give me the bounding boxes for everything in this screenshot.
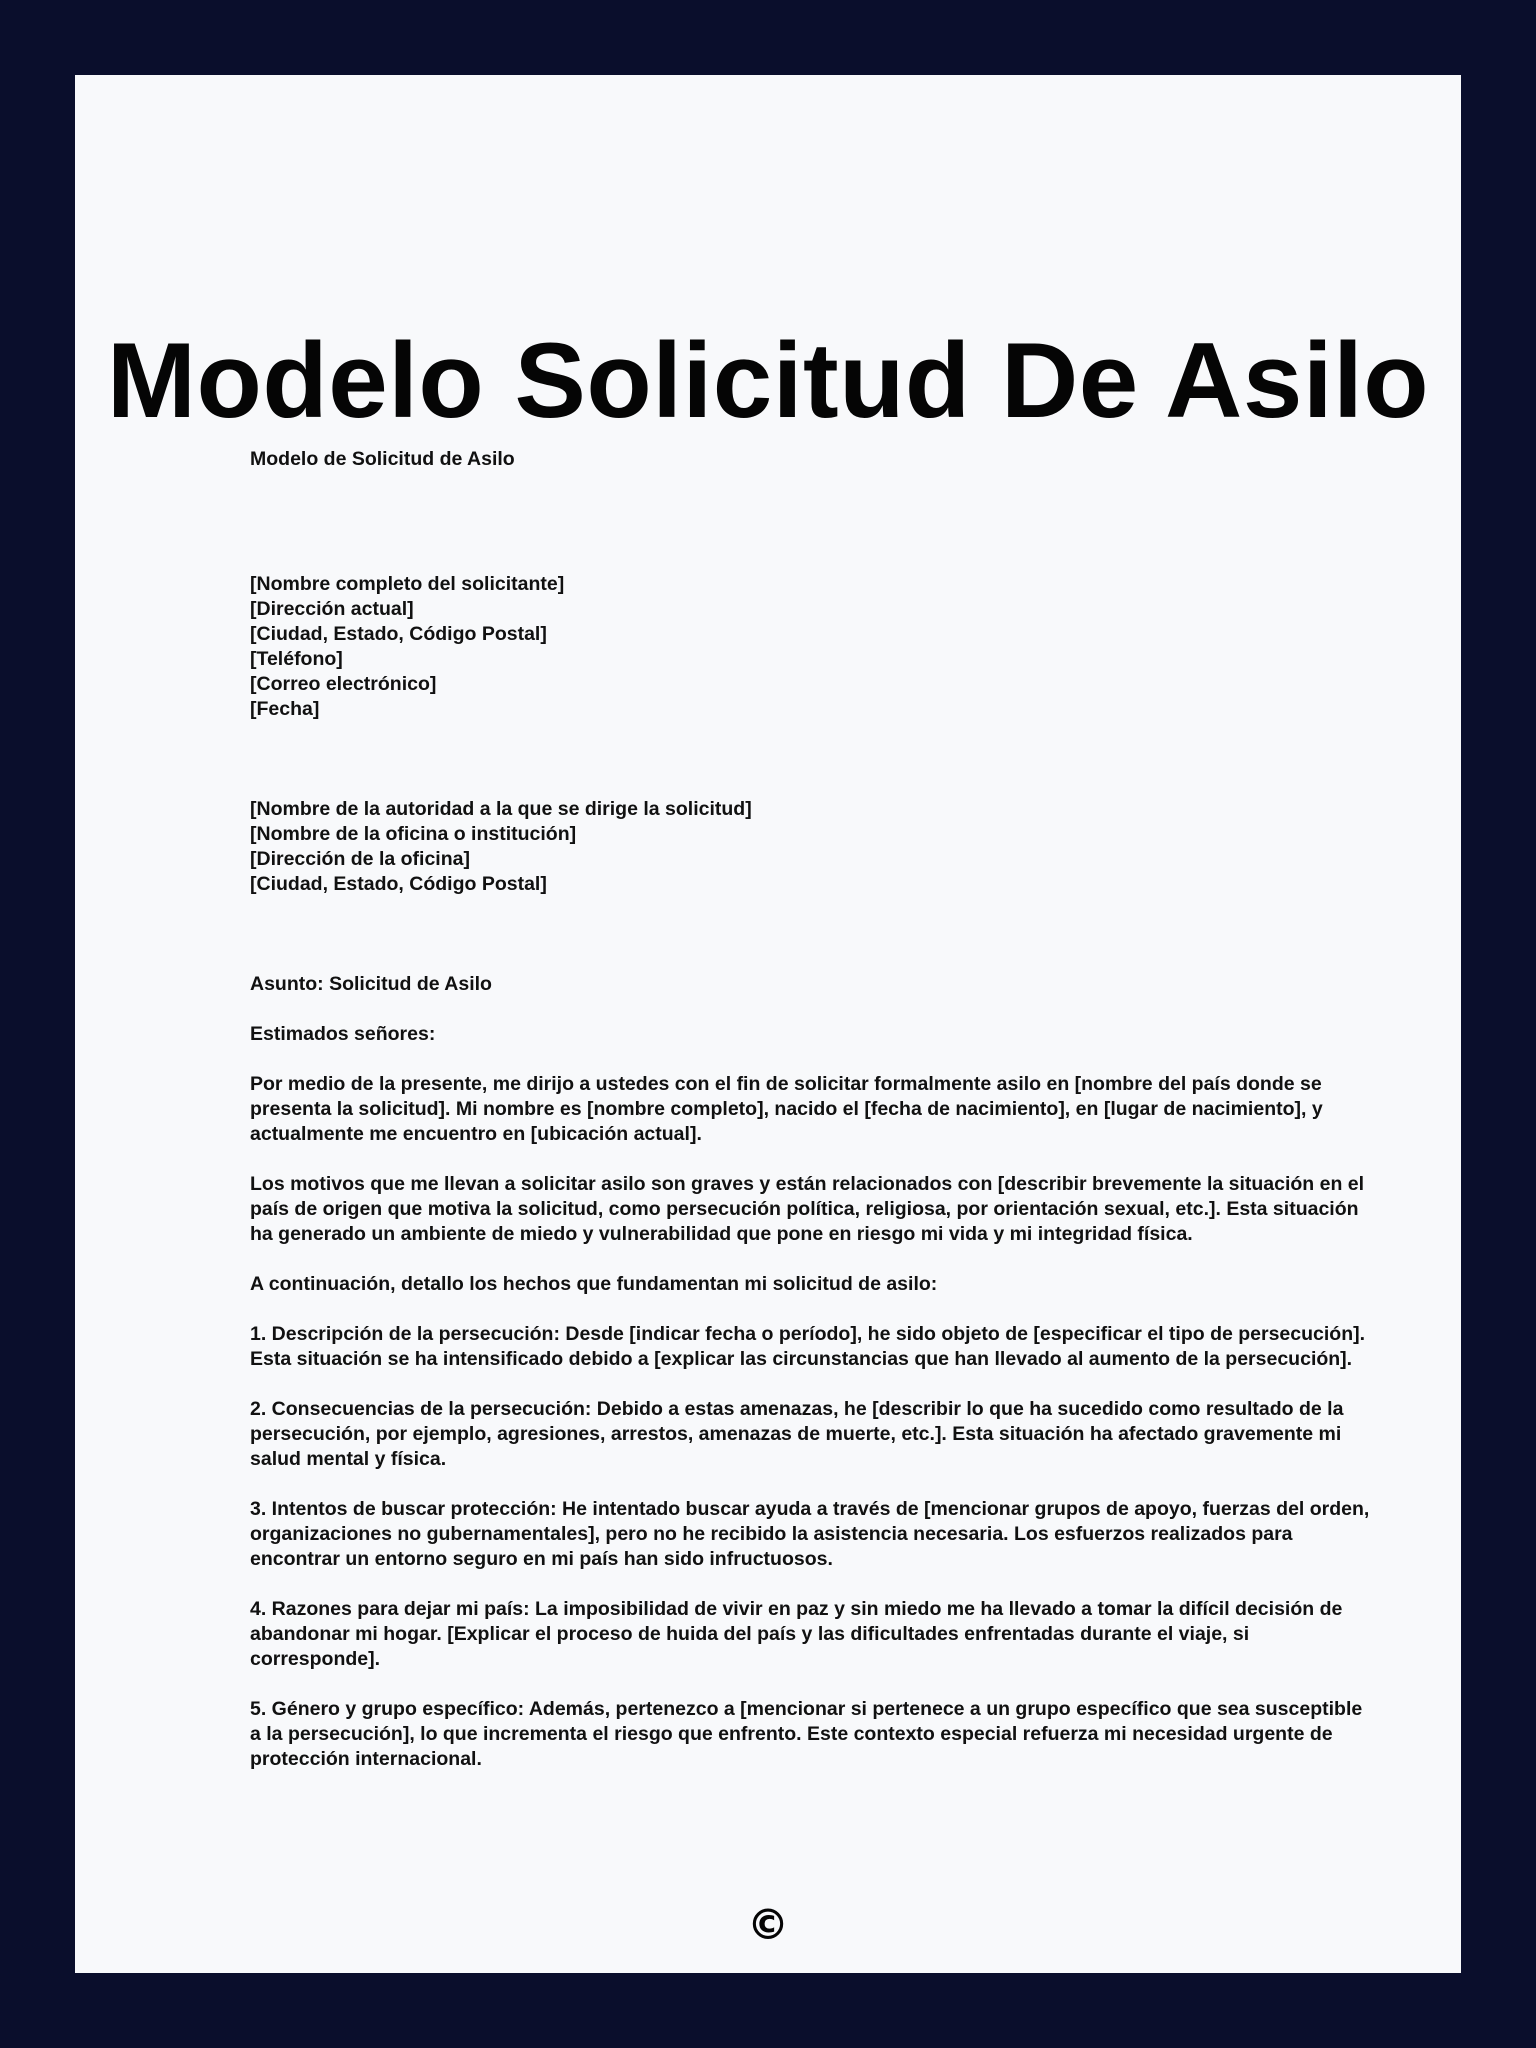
sender-name: [Nombre completo del solicitante] bbox=[250, 573, 565, 595]
sender-address: [Dirección actual] bbox=[250, 598, 414, 620]
recipient-city: [Ciudad, Estado, Código Postal] bbox=[250, 873, 547, 895]
recipient-office: [Nombre de la oficina o institución] bbox=[250, 823, 577, 845]
copyright-icon: © bbox=[747, 1900, 789, 1949]
recipient-block bbox=[250, 797, 1370, 897]
greeting: Estimados señores: bbox=[250, 1023, 436, 1045]
recipient-address: [Dirección de la oficina] bbox=[250, 848, 470, 870]
list-item: 4. Razones para dejar mi país: La imposibilidad de vivir en paz y sin miedo me ha llevado a tomar la difícil decisión de abandonar mi hogar. [Explicar el proceso de huida del país y las dificultades enfrentadas durante el viaje, si corresponde]. bbox=[250, 1598, 1343, 1670]
page-title: Modelo Solicitud De Asilo bbox=[106, 320, 1430, 440]
letter-heading: Modelo de Solicitud de Asilo bbox=[250, 448, 515, 470]
paragraph: Los motivos que me llevan a solicitar asilo son graves y están relacionados con [describir brevemente la situación en el país de origen que motiva la solicitud, como persecución política, religiosa, por orientación sexual, etc.]. Esta situación ha generado un ambiente de miedo y vulnerabilidad que pone en riesgo mi vida y mi integridad física. bbox=[250, 1173, 1365, 1245]
sender-date: [Fecha] bbox=[250, 698, 320, 720]
sender-city: [Ciudad, Estado, Código Postal] bbox=[250, 623, 547, 645]
list-item: 5. Género y grupo específico: Además, pertenezco a [mencionar si pertenece a un grupo específico que sea susceptible a la persecución], lo que incrementa el riesgo que enfrento. Este contexto especial refuerza mi necesidad urgente de protección internacional. bbox=[250, 1698, 1363, 1770]
paragraph: A continuación, detallo los hechos que fundamentan mi solicitud de asilo: bbox=[250, 1273, 938, 1295]
list-item: 1. Descripción de la persecución: Desde [indicar fecha o período], he sido objeto de [especificar el tipo de persecución]. Esta situación se ha intensificado debido a [explicar las circunstancias que han llevado al aumento de la persecución]. bbox=[250, 1323, 1366, 1370]
list-item: 2. Consecuencias de la persecución: Debido a estas amenazas, he [describir lo que ha sucedido como resultado de la persecución, por ejemplo, agresiones, arrestos, amenazas de muerte, etc.]. Esta situación ha afectado gravemente mi salud mental y física. bbox=[250, 1398, 1344, 1470]
recipient-authority: [Nombre de la autoridad a la que se dirige la solicitud] bbox=[250, 798, 752, 820]
sender-phone: [Teléfono] bbox=[250, 648, 343, 670]
list-item: 3. Intentos de buscar protección: He intentado buscar ayuda a través de [mencionar grupos de apoyo, fuerzas del orden, organizaciones no gubernamentales], pero no he recibido la asistencia necesaria. Los esfuerzos realizados para encontrar un entorno seguro en mi país han sido infructuosos. bbox=[250, 1498, 1370, 1570]
letter-body bbox=[250, 447, 1370, 1772]
document-page bbox=[75, 75, 1461, 1973]
subject-line: Asunto: Solicitud de Asilo bbox=[250, 973, 492, 995]
sender-email: [Correo electrónico] bbox=[250, 673, 437, 695]
paragraph: Por medio de la presente, me dirijo a ustedes con el fin de solicitar formalmente asilo en [nombre del país donde se presenta la solicitud]. Mi nombre es [nombre completo], nacido el [fecha de nacimiento], en [lugar de nacimiento], y actualmente me encuentro en [ubicación actual]. bbox=[250, 1073, 1323, 1145]
sender-block bbox=[250, 572, 1370, 722]
